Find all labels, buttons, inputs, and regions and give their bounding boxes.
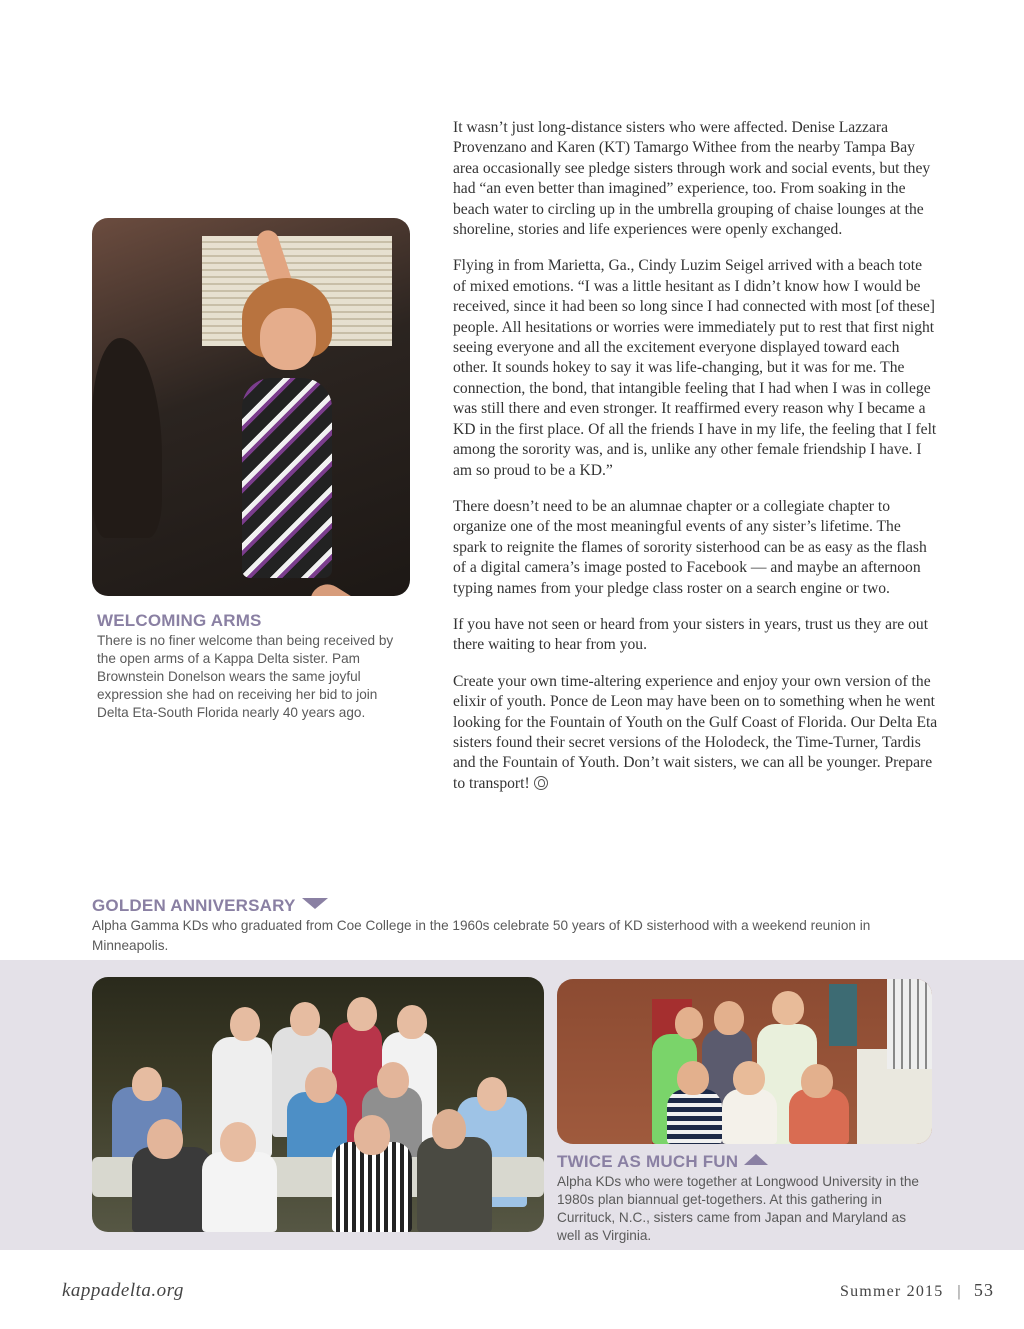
page-number: 53 (973, 1280, 995, 1300)
photo-golden-anniversary (92, 977, 544, 1232)
triangle-down-icon (302, 898, 328, 909)
photo-person (332, 1142, 412, 1232)
photo-face (733, 1061, 765, 1095)
article-paragraph: If you have not seen or heard from your sisters in years, trust us they are out there waiting to hear from you. (453, 615, 929, 654)
photo-face (677, 1061, 709, 1095)
photo-face (305, 1067, 337, 1103)
caption-text-welcoming: There is no finer welcome than being received by the open arms of a Kappa Delta sister. Pam Brownstein Donelson wears the same joyful expression she had on receiving her bid to join Delta Eta-South Florida nearly 40 years ago. (97, 633, 394, 720)
photo-person (417, 1137, 492, 1232)
photo-face (397, 1005, 427, 1039)
caption-text-twice: Alpha KDs who were together at Longwood University in the 1980s plan biannual get-togethers. At this gathering in Currituck, N.C., sisters came from Japan and Maryland as well as Virginia. (557, 1174, 919, 1243)
photo-face (377, 1062, 409, 1098)
footer-separator: | (957, 1283, 962, 1300)
photo-face (714, 1001, 744, 1035)
caption-title-twice-wrap (557, 1152, 768, 1172)
photo-face (772, 991, 804, 1025)
article-body (453, 118, 938, 810)
photo-person (92, 338, 162, 538)
article-paragraph: Flying in from Marietta, Ga., Cindy Luzim Seigel arrived with a beach tote of mixed emotions. “I was a little hesitant as I didn’t know how I would be received, since it had been so long since I had connected with most [of these] people. All hesitations or worries were immediately put to rest that first night seeing everyone and all the excitement everyone displayed toward each other. It sounds hokey to say it was life-changing, but it was for me. The connection, the bond, that intangible feeling that I had when I was in college was still there and even stronger. It reaffirmed every reason why I became a KD in the first place. Of all the friends I have in my life, the feeling that I felt among the sorority was, and is, unlike any other female friendship I have. I am so proud to be a KD.” (453, 257, 937, 479)
photo-face (801, 1064, 833, 1098)
photo-face (432, 1109, 466, 1149)
article-paragraph-last (453, 672, 938, 794)
photo-face (290, 1002, 320, 1036)
photo-person (132, 1147, 212, 1232)
photo-person-face (260, 308, 316, 370)
footer-issue: Summer 2015 (840, 1283, 944, 1300)
caption-title-welcoming: WELCOMING ARMS (97, 611, 262, 630)
photo-welcoming-arms (92, 218, 410, 596)
photo-window (887, 979, 932, 1069)
photo-arm (304, 578, 410, 596)
caption-title-twice: TWICE AS MUCH FUN (557, 1152, 739, 1171)
photo-face (230, 1007, 260, 1041)
caption-text-golden: Alpha Gamma KDs who graduated from Coe College in the 1960s celebrate 50 years of KD sisterhood with a weekend reunion in Minneapolis. (92, 918, 871, 953)
caption-title-golden: GOLDEN ANNIVERSARY (92, 896, 296, 915)
photo-twice-as-much-fun (557, 979, 932, 1144)
photo-face (220, 1122, 256, 1162)
photo-person (722, 1089, 777, 1144)
article-paragraph: It wasn’t just long-distance sisters who were affected. Denise Lazzara Provenzano and Karen (KT) Tamargo Withee from the nearby Tampa Bay area occasionally see pledge sisters through work and social events, but they had “an even better than imagined” experience, too. From soaking in the beach water to circling up in the umbrella grouping of chaise lounges at the shoreline, stories and life experiences were openly exchanged. (453, 119, 931, 239)
triangle-up-icon (744, 1154, 768, 1165)
photo-person (667, 1089, 722, 1144)
article-paragraph-text: Create your own time-altering experience and enjoy your own version of the elixir of youth. Ponce de Leon may have been on to something when he went looking for the Fountain of Youth on the Gulf Coast of Florida. Our Delta Eta sisters found their secret versions of the Holodeck, the Time-Turner, Tardis and the Fountain of Youth. Don’t wait sisters, we can all be younger. Prepare to transport! (453, 672, 938, 792)
photo-person-dress (242, 378, 332, 578)
photo-shutter (829, 984, 857, 1046)
photo-face (347, 997, 377, 1031)
footer-issue-info (840, 1280, 994, 1301)
photo-face (477, 1077, 507, 1111)
photo-person (202, 1152, 277, 1232)
photo-face (675, 1007, 703, 1039)
article-paragraph: There doesn’t need to be an alumnae chapter or a collegiate chapter to organize one of the most meaningful events of any sister’s lifetime. The spark to reignite the flames of sorority sisterhood can be as easy as the flash of a digital camera’s image posted to Facebook — and maybe an afternoon typing names from your pledge class roster on a search engine or two. (453, 497, 927, 597)
footer-site: kappadelta.org (62, 1280, 184, 1301)
photo-face (147, 1119, 183, 1159)
photo-face (132, 1067, 162, 1101)
caption-title-golden-wrap (92, 896, 328, 916)
kd-end-mark-icon (534, 776, 548, 790)
photo-face (354, 1115, 390, 1155)
